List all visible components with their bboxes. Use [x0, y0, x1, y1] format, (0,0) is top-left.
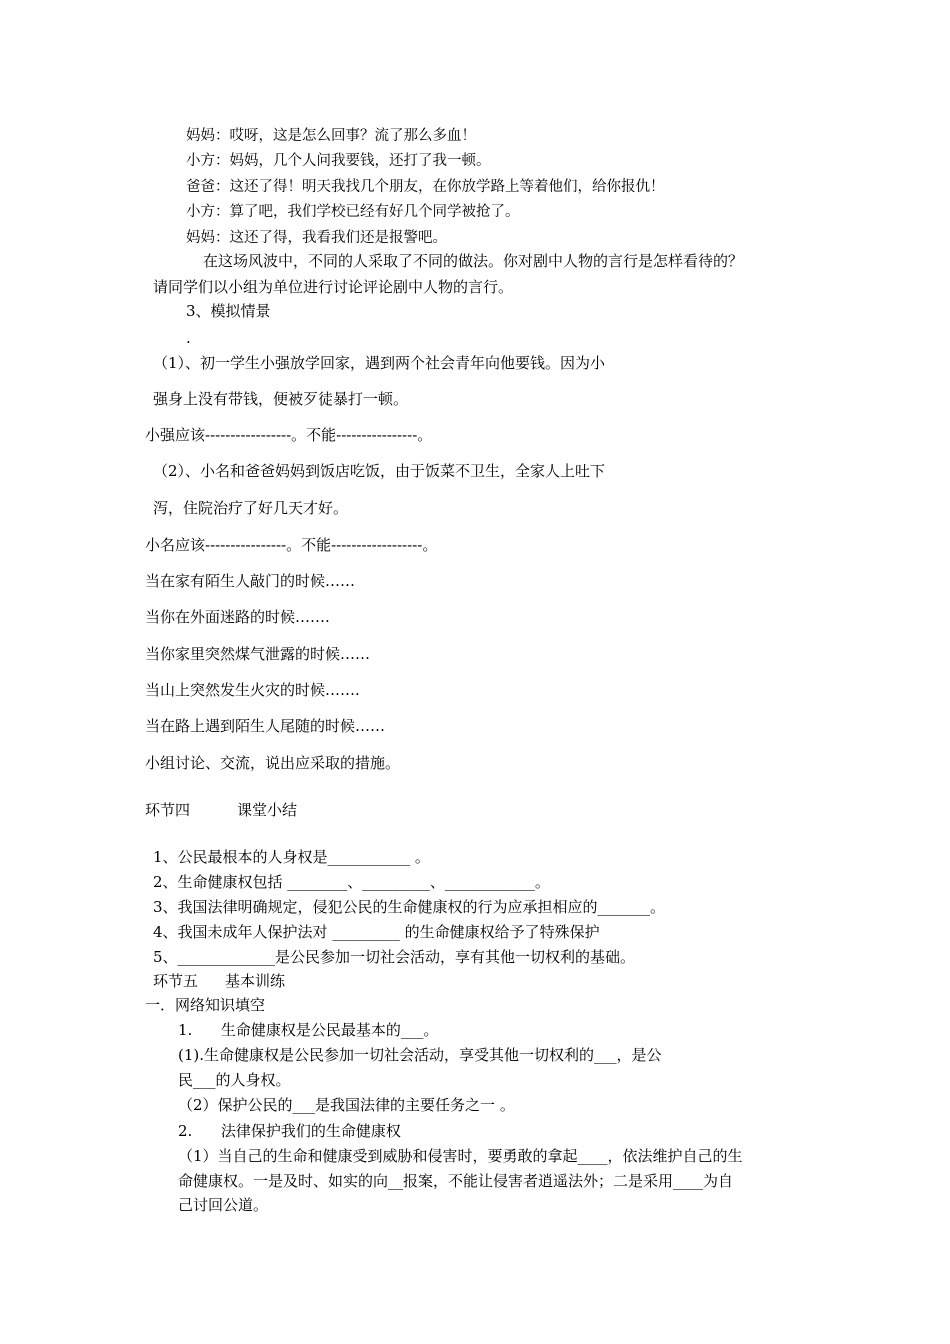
question-line: 命健康权。一是及时、如实的向__报案，不能让侵害者逍遥法外；二是采用____为自 — [178, 1172, 734, 1190]
question-line: （2）保护公民的___是我国法律的主要任务之一 。 — [178, 1096, 515, 1114]
dialogue-line: 小方：算了吧，我们学校已经有好几个同学被抢了。 — [186, 204, 520, 220]
stray-mark: . — [186, 329, 191, 347]
question-line: (1).生命健康权是公民参加一切社会活动，享受其他一切权利的___，是公 — [178, 1046, 662, 1064]
dialogue-line: 妈妈：哎呀，这是怎么回事？流了那么多血！ — [186, 128, 476, 144]
question-line: 1. 生命健康权是公民最基本的___。 — [178, 1021, 439, 1039]
discussion-paragraph: 请同学们以小组为单位进行讨论评论剧中人物的言行。 — [153, 278, 514, 296]
scenario-line: 当在家有陌生人敲门的时候…… — [145, 572, 356, 590]
section5-label: 环节五 — [153, 972, 199, 990]
question-line: 民___的人身权。 — [178, 1071, 291, 1089]
section4-title: 课堂小结 — [237, 801, 298, 819]
scenario-line: 当山上突然发生火灾的时候……. — [145, 681, 360, 699]
scenario-line: 当你在外面迷路的时候……. — [145, 608, 330, 626]
section5-title: 基本训练 — [225, 972, 286, 990]
case-text: 泻，住院治疗了好几天才好。 — [153, 499, 349, 517]
section4-label: 环节四 — [145, 801, 191, 819]
summary-item: 4、我国未成年人保护法对 _________ 的生命健康权给予了特殊保护 — [153, 923, 600, 941]
question-line: 己讨回公道。 — [178, 1196, 269, 1214]
dialogue-line: 小方：妈妈，几个人问我要钱，还打了我一顿。 — [186, 153, 491, 169]
summary-item: 3、我国法律明确规定，侵犯公民的生命健康权的行为应承担相应的_______。 — [153, 898, 666, 916]
discussion-paragraph: 在这场风波中，不同的人采取了不同的做法。你对剧中人物的言行是怎样看待的？ — [203, 252, 744, 270]
case-text: 强身上没有带钱，便被歹徒暴打一顿。 — [153, 390, 409, 408]
dialogue-line: 妈妈：这还了得，我看我们还是报警吧。 — [186, 230, 447, 246]
answer-line: 小强应该-----------------。不能----------------。 — [145, 426, 433, 444]
question-line: 2. 法律保护我们的生命健康权 — [178, 1122, 401, 1140]
scenario-line: 小组讨论、交流，说出应采取的措施。 — [145, 754, 401, 772]
case-text: （1）、初一学生小强放学回家，遇到两个社会青年向他要钱。因为小 — [153, 354, 606, 372]
case-text: （2）、小名和爸爸妈妈到饭店吃饭，由于饭菜不卫生，全家人上吐下 — [153, 462, 606, 480]
section-heading: 3、模拟情景 — [186, 302, 271, 320]
summary-item: 5、_____________是公民参加一切社会活动，享有其他一切权利的基础。 — [153, 948, 636, 966]
answer-line: 小名应该----------------。不能------------------。 — [145, 536, 438, 554]
dialogue-line: 爸爸：这还了得！明天我找几个朋友，在你放学路上等着他们，给你报仇！ — [186, 179, 665, 195]
scenario-line: 当在路上遇到陌生人尾随的时候…… — [145, 717, 386, 735]
part-heading: 一．网络知识填空 — [145, 996, 266, 1014]
summary-item: 1、公民最根本的人身权是___________ 。 — [153, 848, 430, 866]
question-line: （1）当自己的生命和健康受到威胁和侵害时，要勇敢的拿起____，依法维护自己的生 — [178, 1147, 743, 1165]
summary-item: 2、生命健康权包括 ________、_________、____________。 — [153, 873, 550, 891]
scenario-line: 当你家里突然煤气泄露的时候…… — [145, 645, 371, 663]
